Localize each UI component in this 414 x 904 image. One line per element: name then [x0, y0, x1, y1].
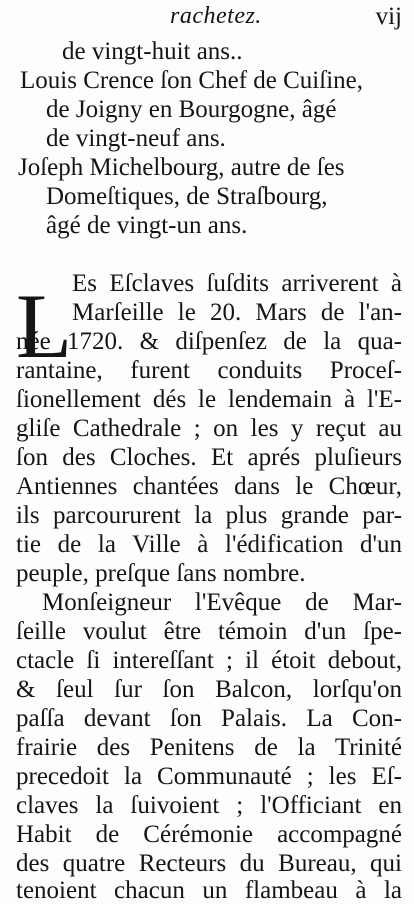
paragraph-line: frairie des Penitens de la Trinité: [16, 734, 402, 761]
paragraph-line: ſeille voulut être témoin d'un ſpe-: [16, 618, 402, 645]
paragraph-line: Marſeille le 20. Mars de l'an-: [72, 299, 402, 326]
list-line: de vingt-huit ans..: [62, 38, 243, 65]
paragraph-line: ſon des Cloches. Et aprés pluſieurs: [16, 444, 402, 471]
paragraph-line: precedoit la Communauté ; les Eſ-: [16, 763, 402, 790]
paragraph-line: Monſeigneur l'Evêque de Mar-: [42, 589, 402, 616]
page-number: vij: [375, 3, 402, 30]
paragraph-line: peuple, preſque ſans nombre.: [16, 560, 306, 587]
paragraph-line: rantaine, furent conduits Proceſ-: [16, 357, 402, 384]
drop-cap: L: [16, 275, 73, 377]
paragraph-line: paſſa devant ſon Palais. La Con-: [16, 705, 402, 732]
list-line: Domeſtiques, de Straſbourg,: [46, 183, 328, 210]
paragraph-line: des quatre Recteurs du Bureau, qui: [16, 850, 402, 877]
paragraph-line: claves la ſuivoient ; l'Officiant en: [16, 792, 402, 819]
list-line: Louis Crence ſon Chef de Cuiſine,: [20, 67, 363, 94]
paragraph-line: ſionellement dés le lendemain à l'E-: [16, 386, 402, 413]
paragraph-line: tie de la Ville à l'édification d'un: [16, 531, 402, 558]
list-line: de Joigny en Bourgogne, âgé: [46, 96, 337, 123]
paragraph-line: Habit de Cérémonie accompagné: [16, 821, 402, 848]
page-header: [0, 2, 414, 32]
paragraph-line: & ſeul ſur ſon Balcon, lorſqu'on: [16, 676, 402, 703]
paragraph-line: Antiennes chantées dans le Chœur,: [16, 473, 402, 500]
list-line: âgé de vingt-un ans.: [46, 212, 248, 239]
list-line: de vingt-neuf ans.: [46, 125, 226, 152]
catchword: rachetez.: [170, 3, 262, 29]
list-line: Joſeph Michelbourg, autre de ſes: [18, 154, 345, 181]
paragraph-line: gliſe Cathedrale ; on les y reçut au: [16, 415, 402, 442]
paragraph-line: née 1720. & diſpenſez de la qua-: [16, 328, 402, 355]
paragraph-line: ctacle ſi intereſſant ; il étoit debout,: [16, 647, 402, 674]
paragraph-line: Es Eſclaves ſuſdits arriverent à: [72, 270, 402, 297]
paragraph-line: ils parcoururent la plus grande par-: [16, 502, 402, 529]
paragraph-line: tenoient chacun un flambeau à la: [16, 877, 402, 904]
